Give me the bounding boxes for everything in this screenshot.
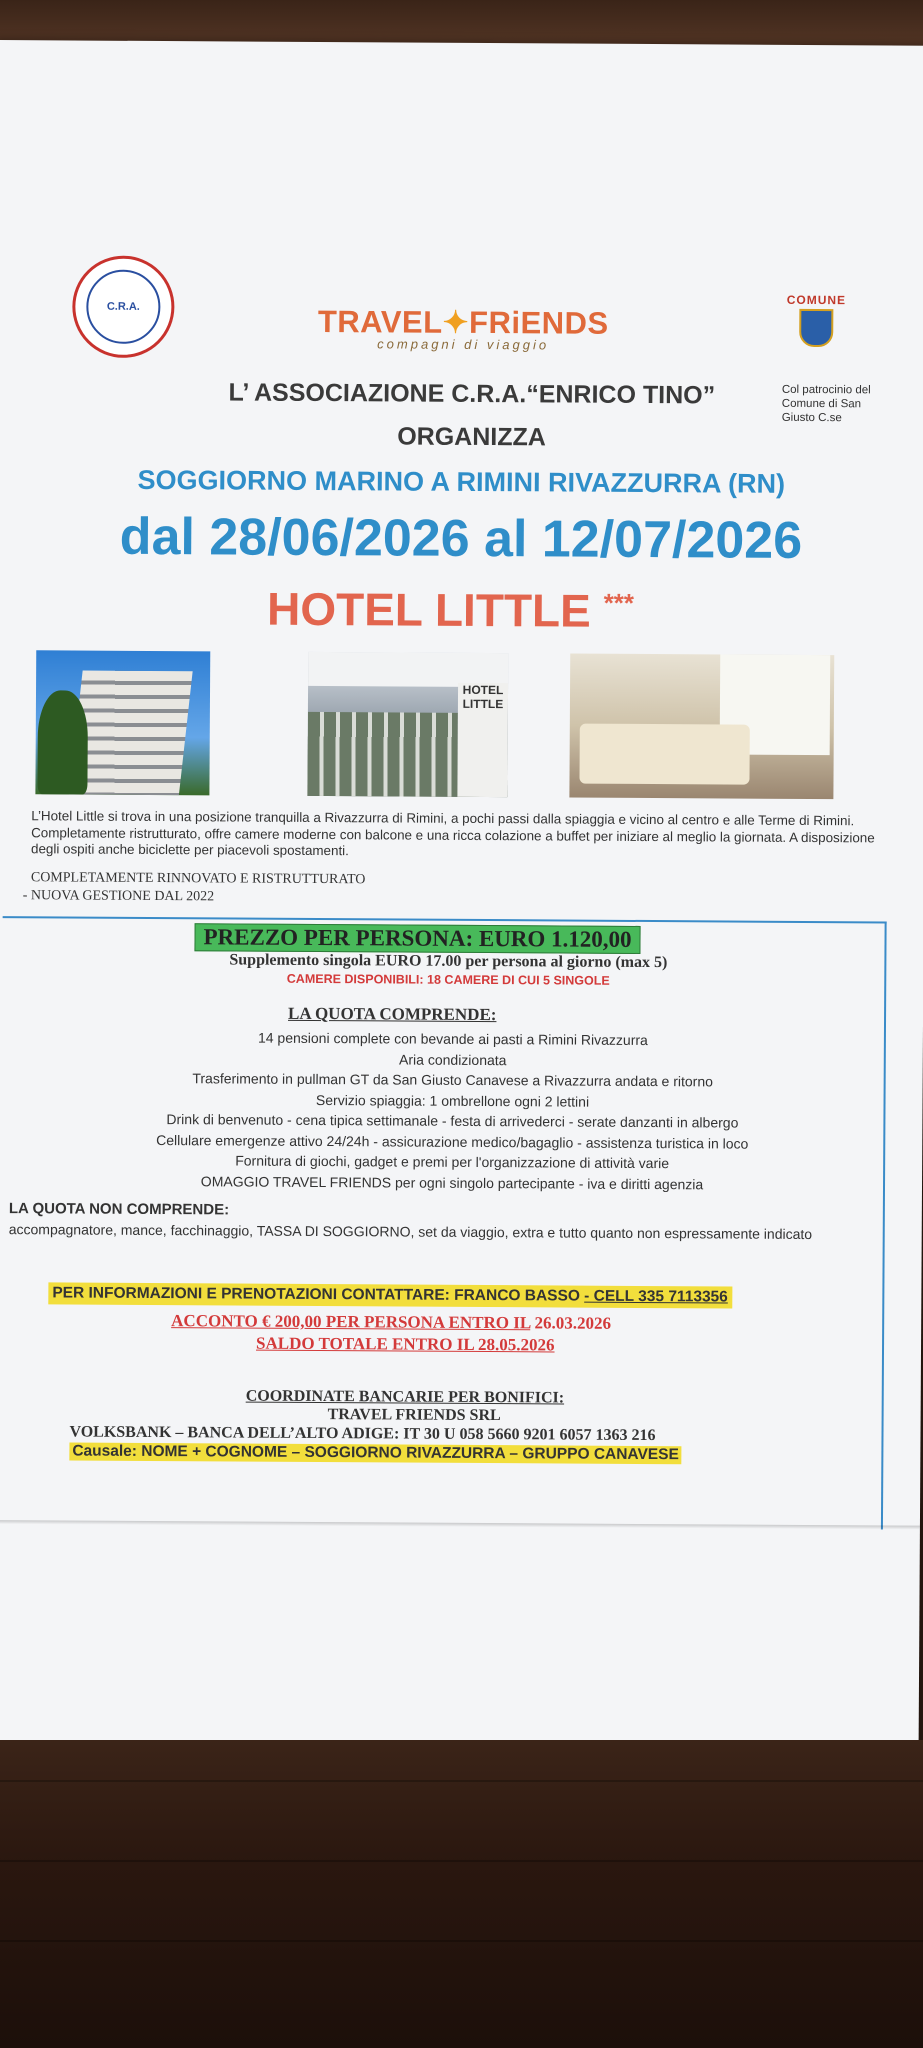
deposit-date: 26.03.2026 [530,1313,612,1333]
list-item: Aria condizionata [399,1050,507,1068]
organizza-heading: ORGANIZZA [397,422,546,452]
list-item: Fornitura di giochi, gadget e premi per l'organizzazione di attività varie [235,1152,670,1172]
hotel-heading [170,581,730,638]
bank-title: COORDINATE BANCARIE PER BONIFICI: [245,1387,565,1407]
comune-logo [778,293,854,369]
hotel-terrace-photo [307,652,508,797]
table-surface-bottom [0,1740,923,2048]
dates-heading: dal 28/06/2026 al 12/07/2026 [119,507,803,570]
deposit-text: ACCONTO € 200,00 PER PERSONA ENTRO IL [171,1311,531,1333]
person-icon: ✦ [442,304,470,340]
cra-logo-text: C.R.A. [86,270,160,344]
travel-friends-logo [308,304,618,376]
trip-heading: SOGGIORNO MARINO A RIMINI RIVAZZURRA (RN) [137,464,786,499]
excluded-title: LA QUOTA NON COMPRENDE: [8,1200,230,1219]
included-list [107,1027,798,1195]
hotel-exterior-photo [35,650,210,795]
hotel-sign: HOTEL LITTLE [457,683,508,797]
bank-iban: VOLKSBANK – BANCA DELL’ALTO ADIGE: IT 30 U 058 5660 9201 6057 1363 216 [69,1423,656,1445]
bank-beneficiary: TRAVEL FRIENDS SRL [327,1406,501,1425]
cra-logo [72,255,175,358]
association-heading: L’ ASSOCIAZIONE C.R.A.“ENRICO TINO” [228,378,716,410]
flyer-sheet [0,40,923,1796]
hotel-name: HOTEL LITTLE [266,582,591,637]
hotel-stars: *** [603,587,635,618]
deposit-line [171,1311,611,1334]
logo-word-friends: FRiENDS [468,304,609,341]
payment-reason: Causale: NOME + COGNOME – SOGGIORNO RIVAZZURRA – GRUPPO CANAVESE [69,1442,682,1464]
list-item: OMAGGIO TRAVEL FRIENDS per ogni singolo partecipante - iva e diritti agenzia [200,1172,704,1192]
management-note: - NUOVA GESTIONE DAL 2022 [22,888,215,905]
list-item: Drink di benvenuto - cena tipica settimanale - festa di arrivederci - serate danzanti in albergo [166,1111,739,1131]
excluded-text: accompagnatore, mance, facchinaggio, TASSA DI SOGGIORNO, set da viaggio, extra e tutto quanto non espressamente indicato [8,1221,813,1243]
list-item: Trasferimento in pullman GT da San Giusto Canavese a Rivazzurra andata e ritorno [192,1070,713,1090]
coat-of-arms-icon [799,309,833,347]
renovated-note: COMPLETAMENTE RINNOVATO E RISTRUTTURATO [30,870,366,888]
list-item: Servizio spiaggia: 1 ombrellone ogni 2 lettini [315,1091,590,1110]
patrocinio-text: Col patrocinio del Comune di San Giusto C.se [781,383,871,425]
price-banner: PREZZO PER PERSONA: EURO 1.120,00 [194,923,640,954]
list-item: 14 pensioni complete con bevande ai pasti a Rimini Rivazzurra [257,1029,648,1049]
list-item: Cellulare emergenze attivo 24/24h - assicurazione medico/bagaglio - assistenza turistica in loco [156,1131,749,1152]
included-title: LA QUOTA COMPRENDE: [288,1003,497,1025]
contact-phone: - CELL 335 7113356 [584,1287,728,1306]
contact-label: PER INFORMAZIONI E PRENOTAZIONI CONTATTARE: FRANCO BASSO [52,1284,585,1305]
hotel-room-photo [569,654,834,800]
balance-line: SALDO TOTALE ENTRO IL 28.05.2026 [255,1333,555,1355]
comune-arc-text: COMUNE [786,292,847,308]
logo-tagline: compagni di viaggio [377,336,550,353]
contact-info [48,1282,732,1308]
intro-paragraph: L’Hotel Little si trova in una posizione tranquilla a Rivazzurra di Rimini, a pochi passi dalla spiaggia e vicino al centro e alle Terme di Rimini. Completamente ristrutturato, offre camere moderne con balcone e una ricca colazione a buffet per iniziare al meglio la giornata. A disposizione degli ospiti anche biciclette per piacevoli spostamenti. [31,808,875,859]
logo-word-travel: TRAVEL [317,303,443,340]
single-supplement: Supplemento singola EURO 17.00 per persona al giorno (max 5) [229,951,668,972]
rooms-available: CAMERE DISPONIBILI: 18 CAMERE DI CUI 5 SINGOLE [286,971,610,988]
